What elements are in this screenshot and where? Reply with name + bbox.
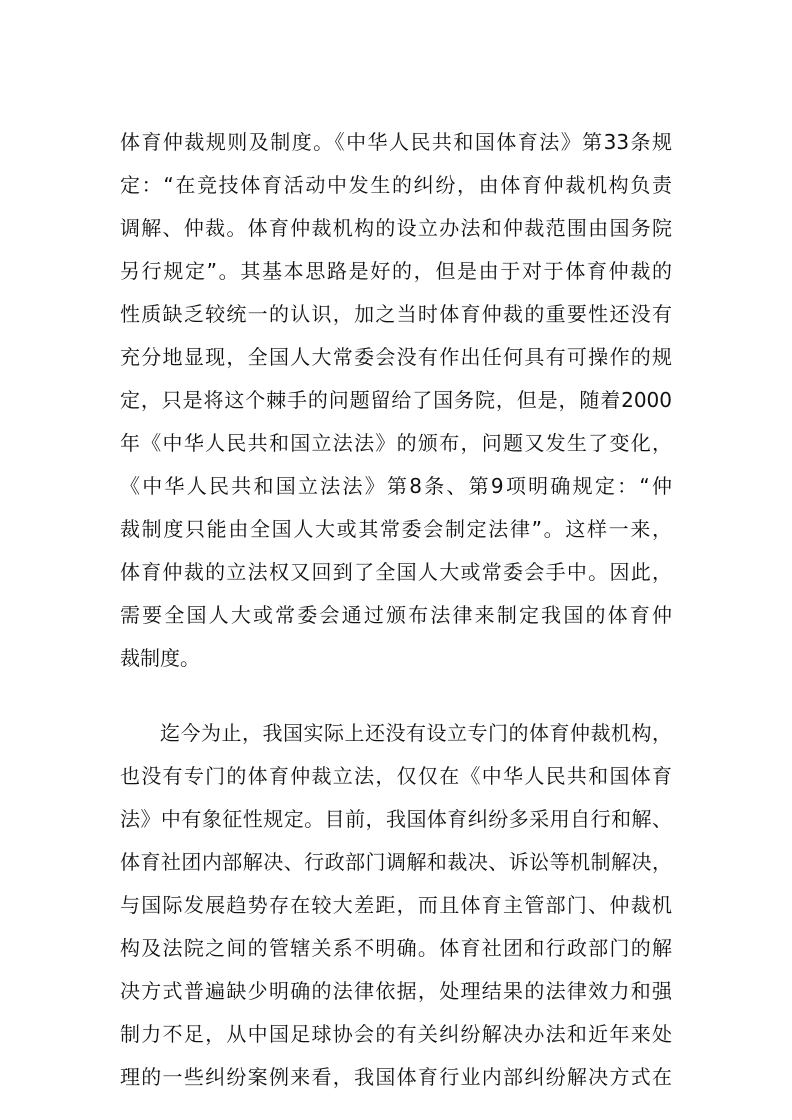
paragraph-1-line-2: 定：“在竞技体育活动中发生的纠纷，由体育仲裁机构负责 xyxy=(120,173,672,197)
paragraph-1-line-12: 需要全国人大或常委会通过颁布法律来制定我国的体育仲 xyxy=(120,603,672,627)
paragraph-1-line-3: 调解、仲裁。体育仲裁机构的设立办法和仲裁范围由国务院 xyxy=(120,216,672,240)
paragraph-1-line-4: 另行规定”。其基本思路是好的，但是由于对于体育仲裁的 xyxy=(120,259,672,283)
paragraph-2-line-3: 法》中有象征性规定。目前，我国体育纠纷多采用自行和解、 xyxy=(120,807,672,831)
paragraph-1-line-13: 裁制度。 xyxy=(120,646,200,670)
paragraph-2-line-1: 迄今为止，我国实际上还没有设立专门的体育仲裁机构， xyxy=(160,721,672,745)
paragraph-1-line-5: 性质缺乏较统一的认识，加之当时体育仲裁的重要性还没有 xyxy=(120,302,672,326)
paragraph-1-line-8: 年《中华人民共和国立法法》的颁布，问题又发生了变化， xyxy=(120,431,672,455)
paragraph-2-line-2: 也没有专门的体育仲裁立法，仅仅在《中华人民共和国体育 xyxy=(120,764,672,788)
paragraph-1-line-11: 体育仲裁的立法权又回到了全国人大或常委会手中。因此， xyxy=(120,560,672,584)
paragraph-2-line-8: 制力不足，从中国足球协会的有关纠纷解决办法和近年来处 xyxy=(120,1022,672,1046)
paragraph-1-line-10: 裁制度只能由全国人大或其常委会制定法律”。这样一来， xyxy=(120,517,672,541)
paragraph-2-line-9: 理的一些纠纷案例来看，我国体育行业内部纠纷解决方式在 xyxy=(120,1065,672,1089)
paragraph-2-line-6: 构及法院之间的管辖关系不明确。体育社团和行政部门的解 xyxy=(120,936,672,960)
paragraph-2-line-5: 与国际发展趋势存在较大差距，而且体育主管部门、仲裁机 xyxy=(120,893,672,917)
paragraph-1-line-9: 《中华人民共和国立法法》第8条、第9项明确规定：“仲 xyxy=(120,474,672,498)
paragraph-1-line-6: 充分地显现，全国人大常委会没有作出任何具有可操作的规 xyxy=(120,345,672,369)
paragraph-2-line-7: 决方式普遍缺少明确的法律依据，处理结果的法律效力和强 xyxy=(120,979,672,1003)
paragraph-1-line-7: 定，只是将这个棘手的问题留给了国务院，但是，随着2000 xyxy=(120,388,672,412)
paragraph-2-line-4: 体育社团内部解决、行政部门调解和裁决、诉讼等机制解决， xyxy=(120,850,672,874)
paragraph-1-line-1: 体育仲裁规则及制度。《中华人民共和国体育法》第33条规 xyxy=(120,130,672,154)
